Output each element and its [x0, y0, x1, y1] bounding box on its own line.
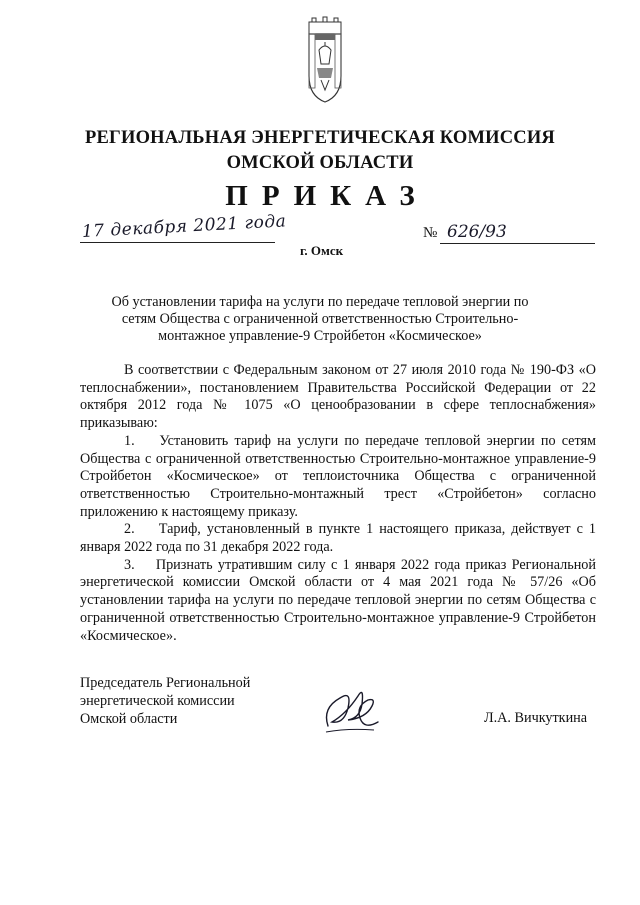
- document-title: ПРИКАЗ: [225, 180, 429, 212]
- position-line-3: Омской области: [80, 711, 178, 727]
- order-subject: [105, 294, 535, 345]
- number-sign: №: [423, 225, 438, 241]
- handwritten-number: 626/93: [447, 222, 507, 242]
- organization-name: [40, 126, 600, 176]
- subject-line-1: Об установлении тарифа на услуги по передаче тепловой энергии по: [111, 294, 529, 310]
- subject-line-3: монтажное управление-9 Стройбетон «Космическое»: [158, 328, 482, 344]
- position-line-2: энергетической комиссии: [80, 693, 235, 709]
- order-item-1: 1. Установить тариф на услуги по передаче тепловой энергии по сетям Общества с ограниченной ответственностью Строительно-монтажное управление-9 Стройбетон «Космическое» от теплоисточника Общества с ограниченной ответственностью Строительно-монтажный трест «Стройбетон» согласно приложению к настоящему приказу.: [80, 432, 596, 520]
- coat-of-arms-icon: [305, 16, 345, 106]
- city-label: г. Омск: [300, 243, 344, 258]
- organization-line-2: ОМСКОЙ ОБЛАСТИ: [226, 153, 414, 173]
- signatory-name: Л.А. Вичкуткина: [484, 710, 588, 726]
- order-body: [80, 362, 596, 645]
- position-line-1: Председатель Региональной: [80, 675, 251, 691]
- preamble-paragraph: В соответствии с Федеральным законом от 27 июля 2010 года № 190-ФЗ «О теплоснабжении», постановлением Правительства Российской Федерации от 22 октября 2012 года № 1075 «О ценообразовании в сфере теплоснабжения» приказываю:: [80, 362, 596, 432]
- signatory-position: [80, 674, 250, 728]
- organization-line-1: РЕГИОНАЛЬНАЯ ЭНЕРГЕТИЧЕСКАЯ КОМИССИЯ: [84, 128, 555, 148]
- signature-icon: [318, 678, 384, 738]
- order-item-3: 3. Признать утратившим силу с 1 января 2022 года приказ Региональной энергетической комиссии Омской области от 4 мая 2021 года № 57/26 «Об установлении тарифа на услуги по передаче тепловой энергии по сетям Общества с ограниченной ответственностью Строительно-монтажное управление-9 Стройбетон «Космическое».: [80, 556, 596, 644]
- subject-line-2: сетям Общества с ограниченной ответственностью Строительно-: [121, 311, 519, 327]
- date-underline: [80, 242, 275, 243]
- order-item-2: 2. Тариф, установленный в пункте 1 настоящего приказа, действует с 1 января 2022 года по 31 декабря 2022 года.: [80, 521, 596, 556]
- number-underline: [440, 243, 595, 244]
- handwritten-date: 17 декабря 2021 года: [81, 211, 287, 242]
